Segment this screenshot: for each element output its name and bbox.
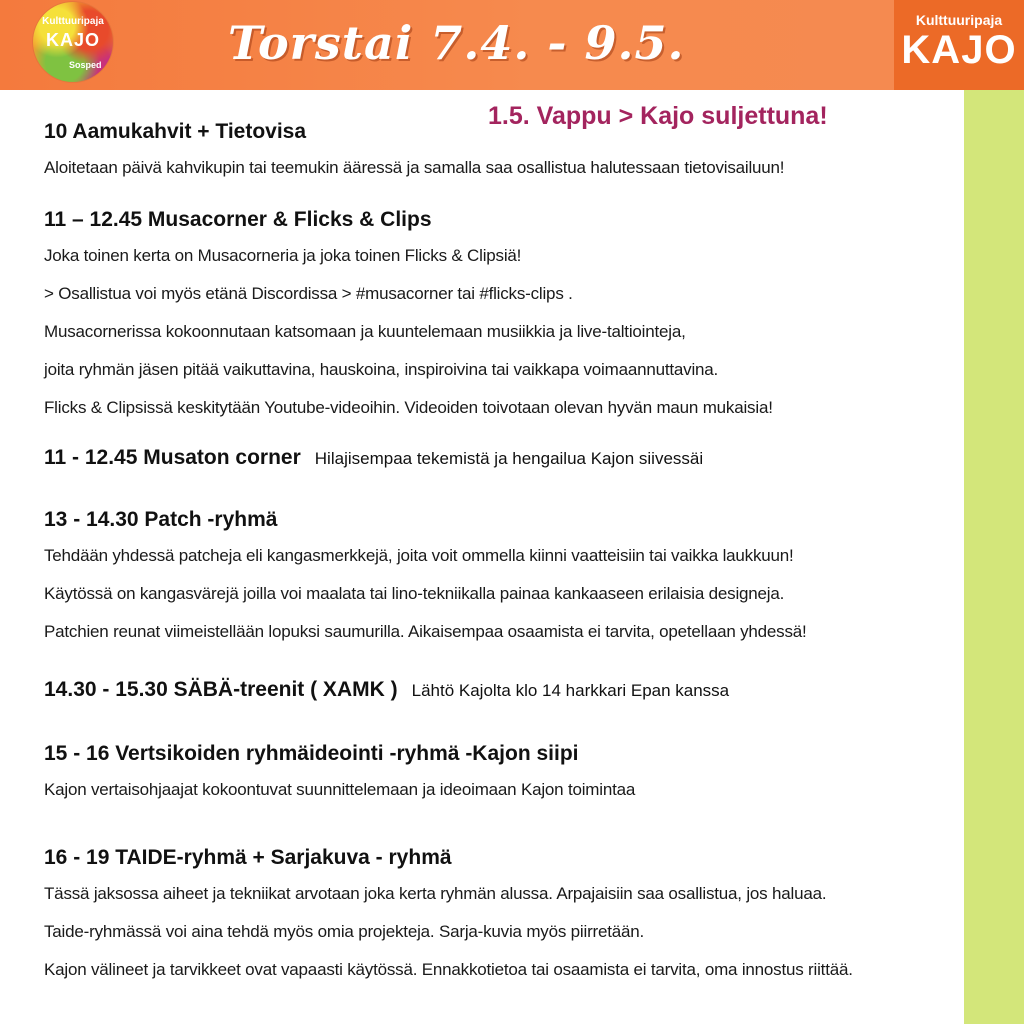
closure-notice: 1.5. Vappu > Kajo suljettuna! <box>488 102 828 130</box>
section-line: Käytössä on kangasvärejä joilla voi maalata tai lino-tekniikalla painaa kankaaseen erilaisia designeja. <box>44 584 785 603</box>
section-heading-musacorner: 11 – 12.45 Musacorner & Flicks & Clips <box>44 208 432 231</box>
section-line: Patchien reunat viimeistellään lopuksi saumurilla. Aikaisempaa osaamista ei tarvita, opetellaan yhdessä! <box>44 622 807 641</box>
heading-aside: Hilajisempaa tekemistä ja hengailua Kajon siivessäi <box>314 449 704 468</box>
kajo-badge-logo <box>894 0 1024 90</box>
section-heading-taide: 16 - 19 TAIDE-ryhmä + Sarjakuva - ryhmä <box>44 846 452 869</box>
side-strip <box>964 90 1024 1024</box>
section-line: Kajon vertaisohjaajat kokoontuvat suunnittelemaan ja ideoimaan Kajon toimintaa <box>44 780 636 799</box>
kajo-sosped-logo <box>33 2 113 82</box>
section-heading-patch: 13 - 14.30 Patch -ryhmä <box>44 508 278 531</box>
section-line: Kajon välineet ja tarvikkeet ovat vapaasti käytössä. Ennakkotietoa tai osaamista ei tarvita, oma innostus riittää. <box>44 960 853 979</box>
section-line: joita ryhmän jäsen pitää vaikuttavina, hauskoina, inspiroivina tai vaikkapa voimaannuttavina. <box>44 360 719 379</box>
section-line: Musacornerissa kokoonnutaan katsomaan ja kuuntelemaan musiikkia ja live-taltiointeja, <box>44 322 686 341</box>
badge-line-2: KAJO <box>901 28 1017 72</box>
section-heading-vertsikat: 15 - 16 Vertsikoiden ryhmäideointi -ryhmä -Kajon siipi <box>44 742 579 765</box>
heading-aside: Lähtö Kajolta klo 14 harkkari Epan kanssa <box>411 681 730 700</box>
section-line: Aloitetaan päivä kahvikupin tai teemukin ääressä ja samalla saa osallistua halutessaan tietovisailuun! <box>44 158 785 177</box>
section-heading-aamukahvit: 10 Aamukahvit + Tietovisa <box>44 120 307 143</box>
logo-line-3: Sosped <box>69 60 102 70</box>
page-title: Torstai 7.4. - 9.5. <box>228 16 685 70</box>
heading-text: 14.30 - 15.30 SÄBÄ-treenit ( XAMK ) <box>44 678 398 701</box>
section-line: Taide-ryhmässä voi aina tehdä myös omia projekteja. Sarja-kuvia myös piirretään. <box>44 922 645 941</box>
badge-line-1: Kulttuuripaja <box>915 12 1003 28</box>
section-line: > Osallistua voi myös etänä Discordissa > #musacorner tai #flicks-clips . <box>44 284 573 303</box>
logo-line-1: Kulttuuripaja <box>42 16 104 27</box>
section-heading-musaton-corner <box>44 446 703 470</box>
section-heading-saba <box>44 678 729 702</box>
heading-text: 11 - 12.45 Musaton corner <box>44 446 301 469</box>
section-line: Tehdään yhdessä patcheja eli kangasmerkkejä, joita voit ommella kiinni vaatteisiin tai vaikka laukkuun! <box>44 546 794 565</box>
section-line: Tässä jaksossa aiheet ja tekniikat arvotaan joka kerta ryhmän alussa. Arpajaisiin saa osallistua, jos haluaa. <box>44 884 827 903</box>
section-line: Joka toinen kerta on Musacorneria ja joka toinen Flicks & Clipsiä! <box>44 246 522 265</box>
section-line: Flicks & Clipsissä keskitytään Youtube-videoihin. Videoiden toivotaan olevan hyvän maun mukaisia! <box>44 398 773 417</box>
logo-line-2: KAJO <box>45 30 100 50</box>
